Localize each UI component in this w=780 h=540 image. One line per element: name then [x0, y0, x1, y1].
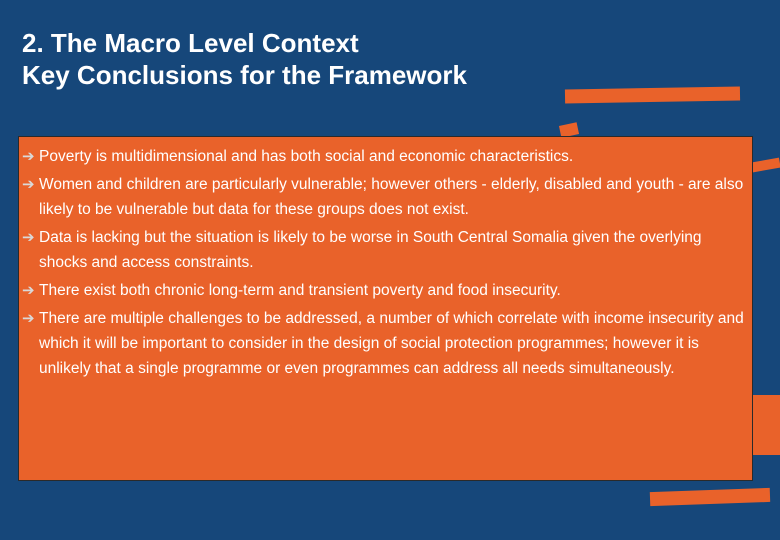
list-item: [22, 172, 746, 222]
list-item: [22, 144, 746, 169]
list-item: [22, 225, 746, 275]
list-item: [22, 306, 746, 381]
conclusions-panel: [18, 136, 753, 481]
arrow-right-icon: ➔: [22, 282, 35, 299]
arrow-right-icon: ➔: [22, 229, 35, 246]
decorative-stripe-top: [565, 86, 740, 103]
list-item: [22, 278, 746, 303]
slide-title-line-2: Key Conclusions for the Framework: [22, 60, 467, 90]
decorative-stripe-right-1: [751, 158, 780, 173]
bullet-text: Poverty is multidimensional and has both social and economic characteristics.: [39, 148, 574, 165]
arrow-right-icon: ➔: [22, 176, 35, 193]
bullet-text: Women and children are particularly vulnerable; however others - elderly, disabled and youth - are also likely to be vulnerable but data for these groups does not exist.: [39, 176, 744, 218]
bullet-text: There exist both chronic long-term and transient poverty and food insecurity.: [39, 282, 561, 299]
bullet-text: There are multiple challenges to be addressed, a number of which correlate with income insecurity and which it will be important to consider in the design of social protection programmes; however it is unlikely that a single programme or even programmes can address all needs simultaneously.: [39, 310, 744, 377]
decorative-stripe-right-2: [752, 395, 780, 455]
slide-title: [22, 27, 467, 91]
slide-title-line-1: 2. The Macro Level Context: [22, 28, 359, 58]
arrow-right-icon: ➔: [22, 310, 35, 327]
arrow-right-icon: ➔: [22, 148, 35, 165]
decorative-stripe-bottom: [650, 488, 770, 506]
bullet-text: Data is lacking but the situation is likely to be worse in South Central Somalia given the overlying shocks and access constraints.: [39, 229, 702, 271]
conclusions-list: [19, 137, 752, 381]
